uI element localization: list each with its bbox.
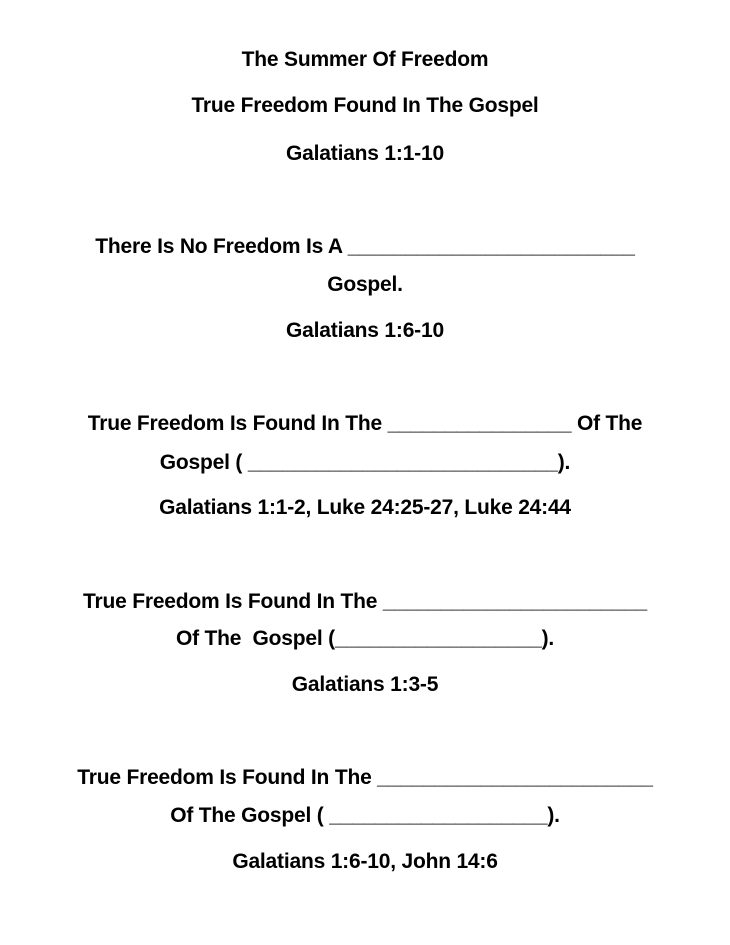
- section-2-continuation: Gospel ( ___________________________).: [159, 451, 571, 474]
- worksheet-subtitle: True Freedom Found In The Gospel: [191, 94, 539, 117]
- section-3-reference: Galatians 1:3-5: [291, 673, 439, 696]
- worksheet-main-reference: Galatians 1:1-10: [286, 142, 444, 165]
- section-4-fill-in-line: True Freedom Is Found In The ________________________: [77, 766, 653, 789]
- section-1-continuation: Gospel.: [327, 273, 403, 296]
- section-1-reference: Galatians 1:6-10: [286, 319, 444, 342]
- section-2-fill-in-line: True Freedom Is Found In The ________________ Of The: [87, 412, 643, 435]
- section-3-fill-in-line: True Freedom Is Found In The _______________________: [83, 590, 647, 613]
- section-4-reference: Galatians 1:6-10, John 14:6: [232, 850, 498, 873]
- section-2-reference: Galatians 1:1-2, Luke 24:25-27, Luke 24:44: [159, 496, 571, 519]
- section-1-fill-in-line: There Is No Freedom Is A _________________________: [95, 235, 635, 258]
- section-3-continuation: Of The Gospel (__________________).: [175, 627, 555, 650]
- worksheet-title: The Summer Of Freedom: [241, 48, 489, 71]
- section-4-continuation: Of The Gospel ( ___________________).: [170, 804, 560, 827]
